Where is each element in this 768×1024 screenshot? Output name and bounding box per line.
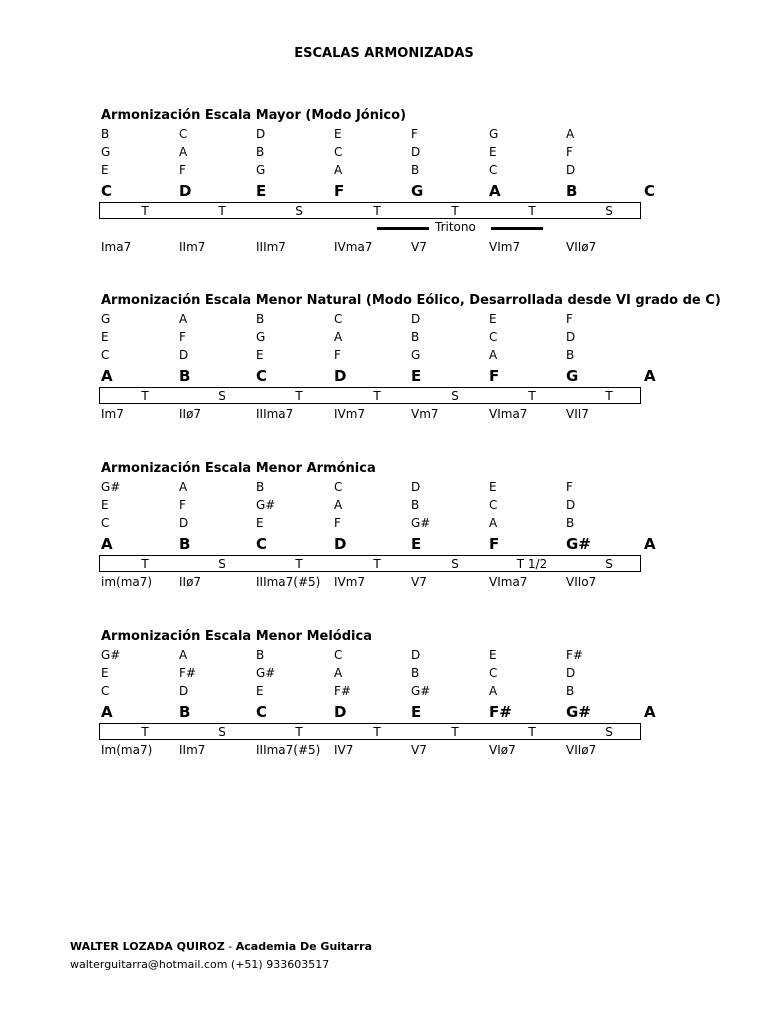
scale-root-note: C — [101, 182, 113, 200]
section-title: Armonización Escala Menor Armónica — [101, 461, 376, 476]
interval-step: S — [218, 557, 226, 571]
interval-step: T — [373, 725, 381, 739]
chord-name: V7 — [411, 240, 427, 254]
chord-tone-note: A — [179, 480, 188, 494]
interval-step: S — [295, 204, 303, 218]
scale-root-note: F — [334, 182, 345, 200]
chord-tone-note: G — [411, 348, 421, 362]
chord-tone-note: A — [179, 648, 188, 662]
chord-tone-note: E — [256, 684, 264, 698]
scale-root-note: C — [256, 703, 268, 721]
chord-tone-note: E — [256, 516, 264, 530]
interval-step: T — [141, 557, 149, 571]
scale-root-note: B — [179, 703, 191, 721]
scale-root-note: A — [644, 703, 656, 721]
chord-name: VIIo7 — [566, 575, 597, 589]
chord-tone-note: E — [489, 145, 497, 159]
chord-tone-note: C — [489, 498, 498, 512]
scale-root-note: F — [489, 367, 500, 385]
interval-step: S — [451, 389, 459, 403]
scale-root-note: G# — [566, 703, 591, 721]
interval-step: S — [605, 557, 613, 571]
chord-name: IV7 — [334, 743, 354, 757]
chord-tone-note: C — [101, 348, 110, 362]
chord-name: VIm7 — [489, 240, 521, 254]
chord-tone-note: D — [566, 666, 576, 680]
chord-tone-note: D — [566, 163, 576, 177]
scale-root-note: A — [489, 182, 501, 200]
interval-steps-box — [99, 387, 641, 404]
chord-tone-note: A — [489, 684, 498, 698]
interval-step: T — [295, 389, 303, 403]
scale-root-note: A — [101, 367, 113, 385]
chord-tone-note: D — [566, 498, 576, 512]
interval-step: T — [295, 557, 303, 571]
chord-tone-note: B — [256, 145, 265, 159]
chord-tone-note: E — [334, 127, 342, 141]
chord-tone-note: F — [179, 163, 186, 177]
chord-tone-note: G# — [411, 684, 431, 698]
footer-school: Academia De Guitarra — [235, 940, 373, 953]
chord-tone-note: D — [566, 330, 576, 344]
chord-tone-note: C — [334, 648, 343, 662]
chord-tone-note: D — [411, 648, 421, 662]
chord-tone-note: G# — [256, 498, 276, 512]
chord-tone-note: F — [334, 348, 341, 362]
chord-tone-note: C — [334, 480, 343, 494]
chord-tone-note: B — [411, 330, 420, 344]
chord-name: VIIø7 — [566, 743, 597, 757]
interval-step: T — [528, 725, 536, 739]
chord-name: Vm7 — [411, 407, 439, 421]
chord-tone-note: B — [101, 127, 110, 141]
chord-tone-note: F — [179, 498, 186, 512]
chord-tone-note: E — [256, 348, 264, 362]
footer-separator: - — [224, 940, 236, 953]
chord-tone-note: B — [566, 516, 575, 530]
chord-tone-note: F — [566, 312, 573, 326]
section-melodic-minor — [0, 629, 768, 799]
chord-tone-note: G# — [256, 666, 276, 680]
chord-tone-note: C — [334, 312, 343, 326]
chord-tone-note: C — [101, 516, 110, 530]
scale-root-note: D — [334, 703, 347, 721]
chord-name: IIIma7(#5) — [256, 575, 321, 589]
page-title: ESCALAS ARMONIZADAS — [294, 46, 474, 61]
chord-tone-note: A — [334, 330, 343, 344]
interval-step: T — [528, 389, 536, 403]
chord-tone-note: F — [566, 145, 573, 159]
interval-step: T — [528, 204, 536, 218]
chord-tone-note: G# — [101, 648, 121, 662]
chord-name: IIIm7 — [256, 240, 286, 254]
interval-steps-box — [99, 555, 641, 572]
chord-tone-note: G# — [101, 480, 121, 494]
chord-tone-note: G — [101, 312, 111, 326]
section-natural-minor — [0, 293, 768, 463]
chord-tone-note: D — [179, 684, 189, 698]
scale-root-note: E — [411, 703, 422, 721]
chord-tone-note: A — [489, 516, 498, 530]
chord-tone-note: F# — [566, 648, 583, 662]
chord-tone-note: B — [566, 348, 575, 362]
interval-step: T — [451, 204, 459, 218]
chord-name: Im7 — [101, 407, 124, 421]
scale-root-note: G — [411, 182, 424, 200]
chord-tone-note: C — [489, 163, 498, 177]
chord-tone-note: G# — [411, 516, 431, 530]
chord-tone-note: A — [334, 163, 343, 177]
section-title: Armonización Escala Mayor (Modo Jónico) — [101, 108, 407, 123]
chord-tone-note: G — [256, 163, 266, 177]
chord-name: Ima7 — [101, 240, 132, 254]
interval-step: T — [295, 725, 303, 739]
chord-tone-note: C — [489, 666, 498, 680]
chord-tone-note: G — [256, 330, 266, 344]
scale-root-note: E — [411, 367, 422, 385]
interval-step: T — [141, 725, 149, 739]
chord-name: Im(ma7) — [101, 743, 153, 757]
chord-tone-note: A — [334, 498, 343, 512]
scale-root-note: B — [179, 367, 191, 385]
chord-name: IVma7 — [334, 240, 373, 254]
chord-tone-note: C — [179, 127, 188, 141]
chord-tone-note: B — [256, 648, 265, 662]
scale-root-note: A — [644, 367, 656, 385]
chord-name: IVm7 — [334, 575, 366, 589]
chord-tone-note: F — [179, 330, 186, 344]
interval-step: T — [141, 204, 149, 218]
chord-tone-note: D — [411, 480, 421, 494]
interval-step: T — [373, 557, 381, 571]
chord-tone-note: B — [256, 312, 265, 326]
interval-step: S — [451, 557, 459, 571]
interval-step: T — [141, 389, 149, 403]
chord-name: V7 — [411, 575, 427, 589]
chord-tone-note: A — [334, 666, 343, 680]
scale-root-note: G — [566, 367, 579, 385]
scale-root-note: D — [334, 535, 347, 553]
scale-root-note: C — [256, 535, 268, 553]
footer-author: WALTER LOZADA QUIROZ — [70, 940, 225, 953]
interval-step: T — [373, 204, 381, 218]
scale-root-note: A — [101, 535, 113, 553]
chord-name: IIø7 — [179, 575, 202, 589]
footer-contact: walterguitarra@hotmail.com (+51) 933603517 — [70, 958, 330, 971]
chord-name: IIm7 — [179, 743, 206, 757]
chord-tone-note: F — [334, 516, 341, 530]
chord-tone-note: D — [179, 516, 189, 530]
chord-tone-note: E — [489, 312, 497, 326]
chord-tone-note: B — [256, 480, 265, 494]
chord-tone-note: E — [101, 498, 109, 512]
chord-tone-note: B — [411, 498, 420, 512]
chord-name: VIma7 — [489, 575, 528, 589]
tritone-line-right — [491, 227, 543, 230]
chord-tone-note: F# — [179, 666, 196, 680]
chord-tone-note: D — [411, 145, 421, 159]
scale-root-note: F — [489, 535, 500, 553]
scale-root-note: A — [644, 535, 656, 553]
section-major — [0, 108, 768, 278]
scale-root-note: E — [256, 182, 267, 200]
chord-tone-note: G — [101, 145, 111, 159]
chord-tone-note: A — [179, 145, 188, 159]
scale-root-note: C — [644, 182, 656, 200]
chord-name: V7 — [411, 743, 427, 757]
chord-tone-note: D — [179, 348, 189, 362]
interval-step: T — [373, 389, 381, 403]
chord-tone-note: E — [101, 666, 109, 680]
interval-step: S — [218, 389, 226, 403]
chord-tone-note: E — [101, 163, 109, 177]
interval-steps-box — [99, 202, 641, 219]
chord-name: VII7 — [566, 407, 589, 421]
chord-name: IIIma7 — [256, 407, 294, 421]
section-title: Armonización Escala Menor Melódica — [101, 629, 372, 644]
chord-name: VIIø7 — [566, 240, 597, 254]
chord-name: IIIma7(#5) — [256, 743, 321, 757]
chord-name: IIø7 — [179, 407, 202, 421]
chord-name: IIm7 — [179, 240, 206, 254]
interval-steps-box — [99, 723, 641, 740]
chord-tone-note: C — [101, 684, 110, 698]
chord-tone-note: F# — [334, 684, 351, 698]
scale-root-note: D — [334, 367, 347, 385]
chord-name: im(ma7) — [101, 575, 153, 589]
chord-name: IVm7 — [334, 407, 366, 421]
interval-step: T — [605, 389, 613, 403]
section-harmonic-minor — [0, 461, 768, 631]
chord-tone-note: E — [489, 480, 497, 494]
chord-tone-note: D — [256, 127, 266, 141]
chord-tone-note: G — [489, 127, 499, 141]
footer-author-line — [70, 940, 372, 953]
interval-step: S — [605, 725, 613, 739]
chord-tone-note: C — [334, 145, 343, 159]
chord-name: VIø7 — [489, 743, 516, 757]
scale-root-note: D — [179, 182, 192, 200]
tritone-label: Tritono — [435, 220, 476, 234]
chord-tone-note: F — [411, 127, 418, 141]
scale-root-note: C — [256, 367, 268, 385]
scale-root-note: A — [101, 703, 113, 721]
chord-tone-note: B — [411, 163, 420, 177]
chord-tone-note: A — [566, 127, 575, 141]
chord-tone-note: A — [489, 348, 498, 362]
scale-root-note: F# — [489, 703, 512, 721]
chord-tone-note: F — [566, 480, 573, 494]
chord-tone-note: C — [489, 330, 498, 344]
scale-root-note: B — [179, 535, 191, 553]
chord-tone-note: E — [489, 648, 497, 662]
scale-root-note: G# — [566, 535, 591, 553]
interval-step: T 1/2 — [516, 557, 548, 571]
chord-tone-note: A — [179, 312, 188, 326]
tritone-line-left — [377, 227, 429, 230]
section-title: Armonización Escala Menor Natural (Modo Eólico, Desarrollada desde VI grado de C) — [101, 293, 721, 308]
scale-root-note: E — [411, 535, 422, 553]
chord-tone-note: B — [411, 666, 420, 680]
interval-step: T — [451, 725, 459, 739]
interval-step: T — [218, 204, 226, 218]
interval-step: S — [218, 725, 226, 739]
chord-tone-note: D — [411, 312, 421, 326]
chord-name: VIma7 — [489, 407, 528, 421]
chord-tone-note: E — [101, 330, 109, 344]
scale-root-note: B — [566, 182, 578, 200]
interval-step: S — [605, 204, 613, 218]
chord-tone-note: B — [566, 684, 575, 698]
